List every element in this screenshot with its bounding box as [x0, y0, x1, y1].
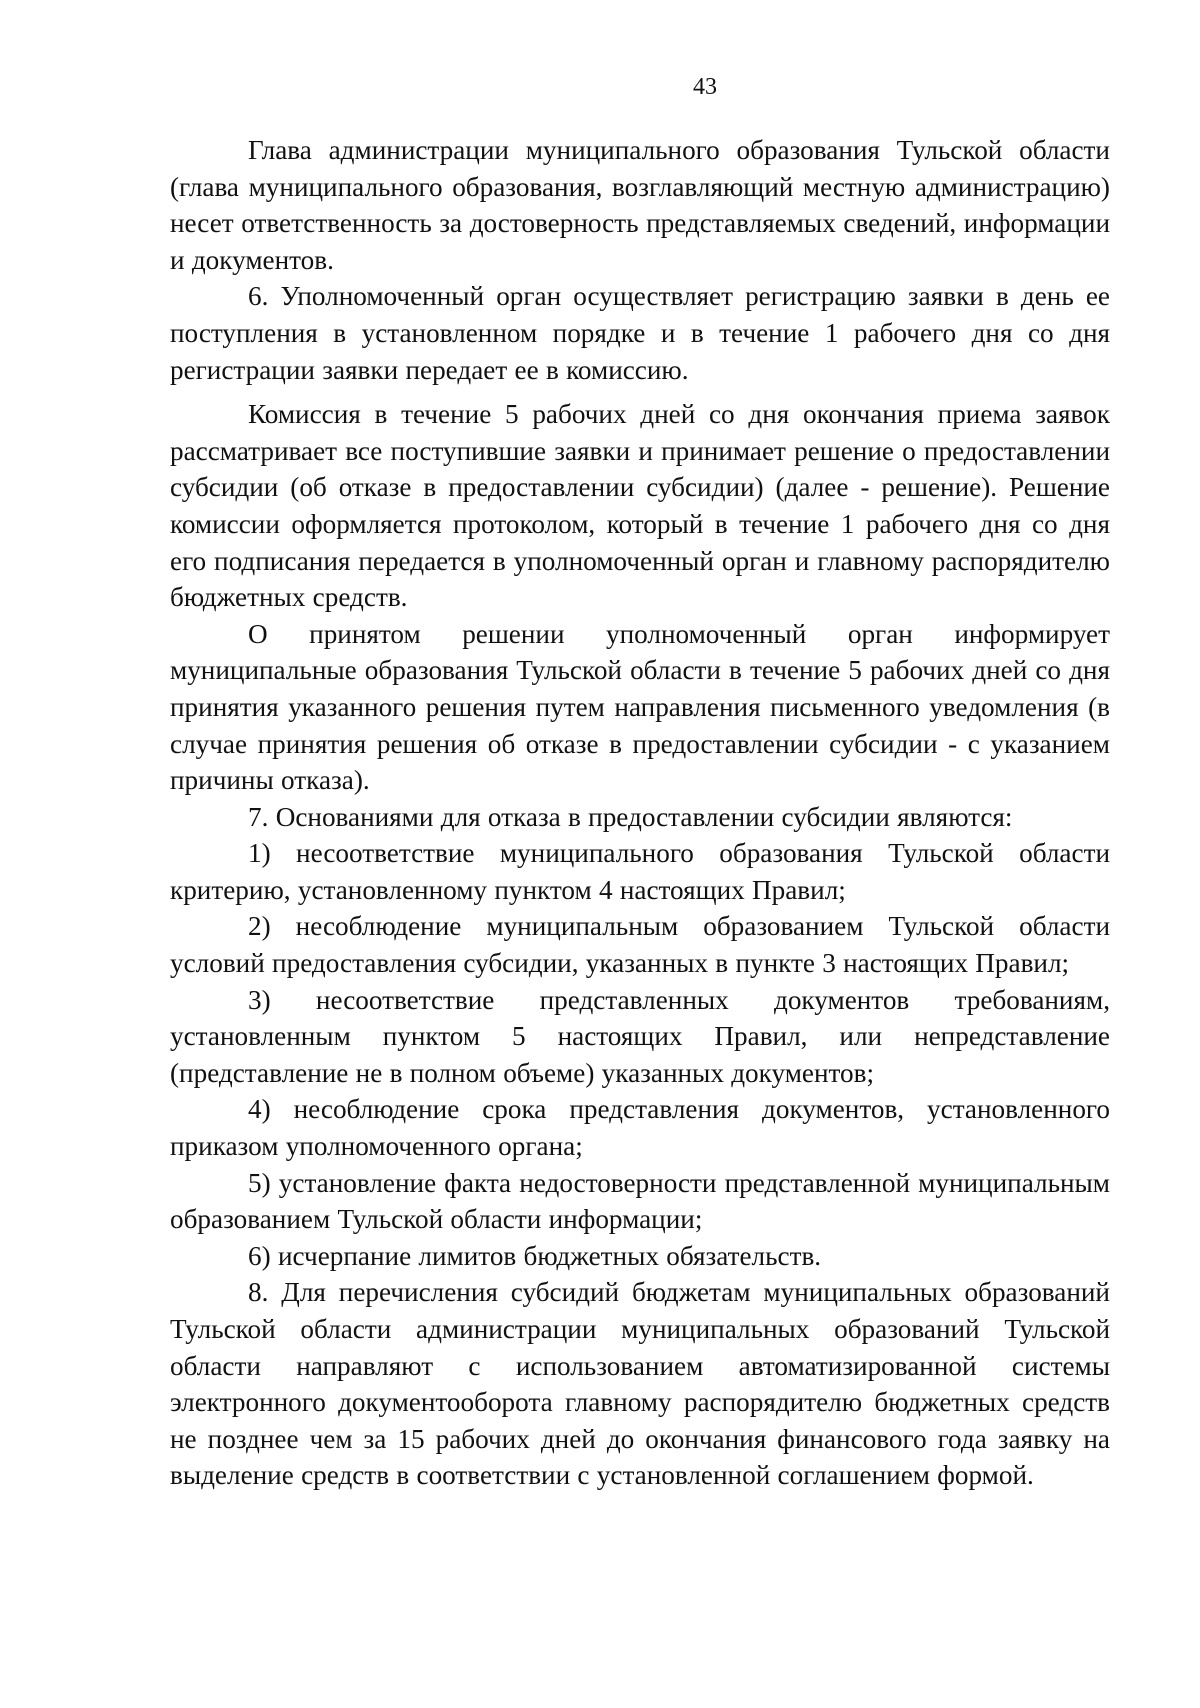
page-number: 43 — [693, 74, 717, 100]
paragraph-head-responsibility: Глава администрации муниципального образования Тульской области (глава муниципального образования, возглавляющий местную администрацию) несет ответственность за достоверность представляемых сведений, информации и документов. — [170, 135, 1110, 275]
list-item-1: 1) несоответствие муниципального образования Тульской области критерию, установленному пунктом 4 настоящих Правил; — [170, 838, 1110, 905]
paragraph-notification: О принятом решении уполномоченный орган информирует муниципальные образования Тульской области в течение 5 рабочих дней со дня принятия указанного решения путем направления письменного уведомления (в случае принятия решения об отказе в предоставлении субсидии - с указанием причины отказа). — [170, 618, 1110, 796]
list-item-3: 3) несоответствие представленных документов требованиям, установленным пунктом 5 настоящих Правил, или непредставление (представление не в полном объеме) указанных документов; — [170, 984, 1110, 1088]
paragraph-item-6: 6. Уполномоченный орган осуществляет регистрацию заявки в день ее поступления в установленном порядке и в течение 1 рабочего дня со дня регистрации заявки передает ее в комиссию. — [170, 281, 1110, 385]
list-item-6: 6) исчерпание лимитов бюджетных обязательств. — [248, 1240, 822, 1271]
paragraph-commission: Комиссия в течение 5 рабочих дней со дня окончания приема заявок рассматривает все поступившие заявки и принимает решение о предоставлении субсидии (об отказе в предоставлении субсидии) (далее - решение). Решение комиссии оформляется протоколом, который в течение 1 рабочего дня со дня его подписания передается в уполномоченный орган и главному распорядителю бюджетных средств. — [170, 399, 1110, 613]
paragraph-item-7: 7. Основаниями для отказа в предоставлении субсидии являются: — [248, 801, 1013, 832]
document-body — [170, 132, 1110, 1494]
list-item-4: 4) несоблюдение срока представления документов, установленного приказом уполномоченного органа; — [170, 1094, 1110, 1162]
list-item-2: 2) несоблюдение муниципальным образованием Тульской области условий предоставления субсидии, указанных в пункте 3 настоящих Правил; — [170, 911, 1110, 979]
paragraph-item-8: 8. Для перечисления субсидий бюджетам муниципальных образований Тульской области администрации муниципальных образований Тульской области направляют с использованием автоматизированной системы электронного документооборота главному распорядителю бюджетных средств не позднее чем за 15 рабочих дней до окончания финансового года заявку на выделение средств в соответствии с установленной соглашением формой. — [170, 1277, 1110, 1491]
list-item-5: 5) установление факта недостоверности представленной муниципальным образованием Тульской области информации; — [170, 1167, 1110, 1235]
